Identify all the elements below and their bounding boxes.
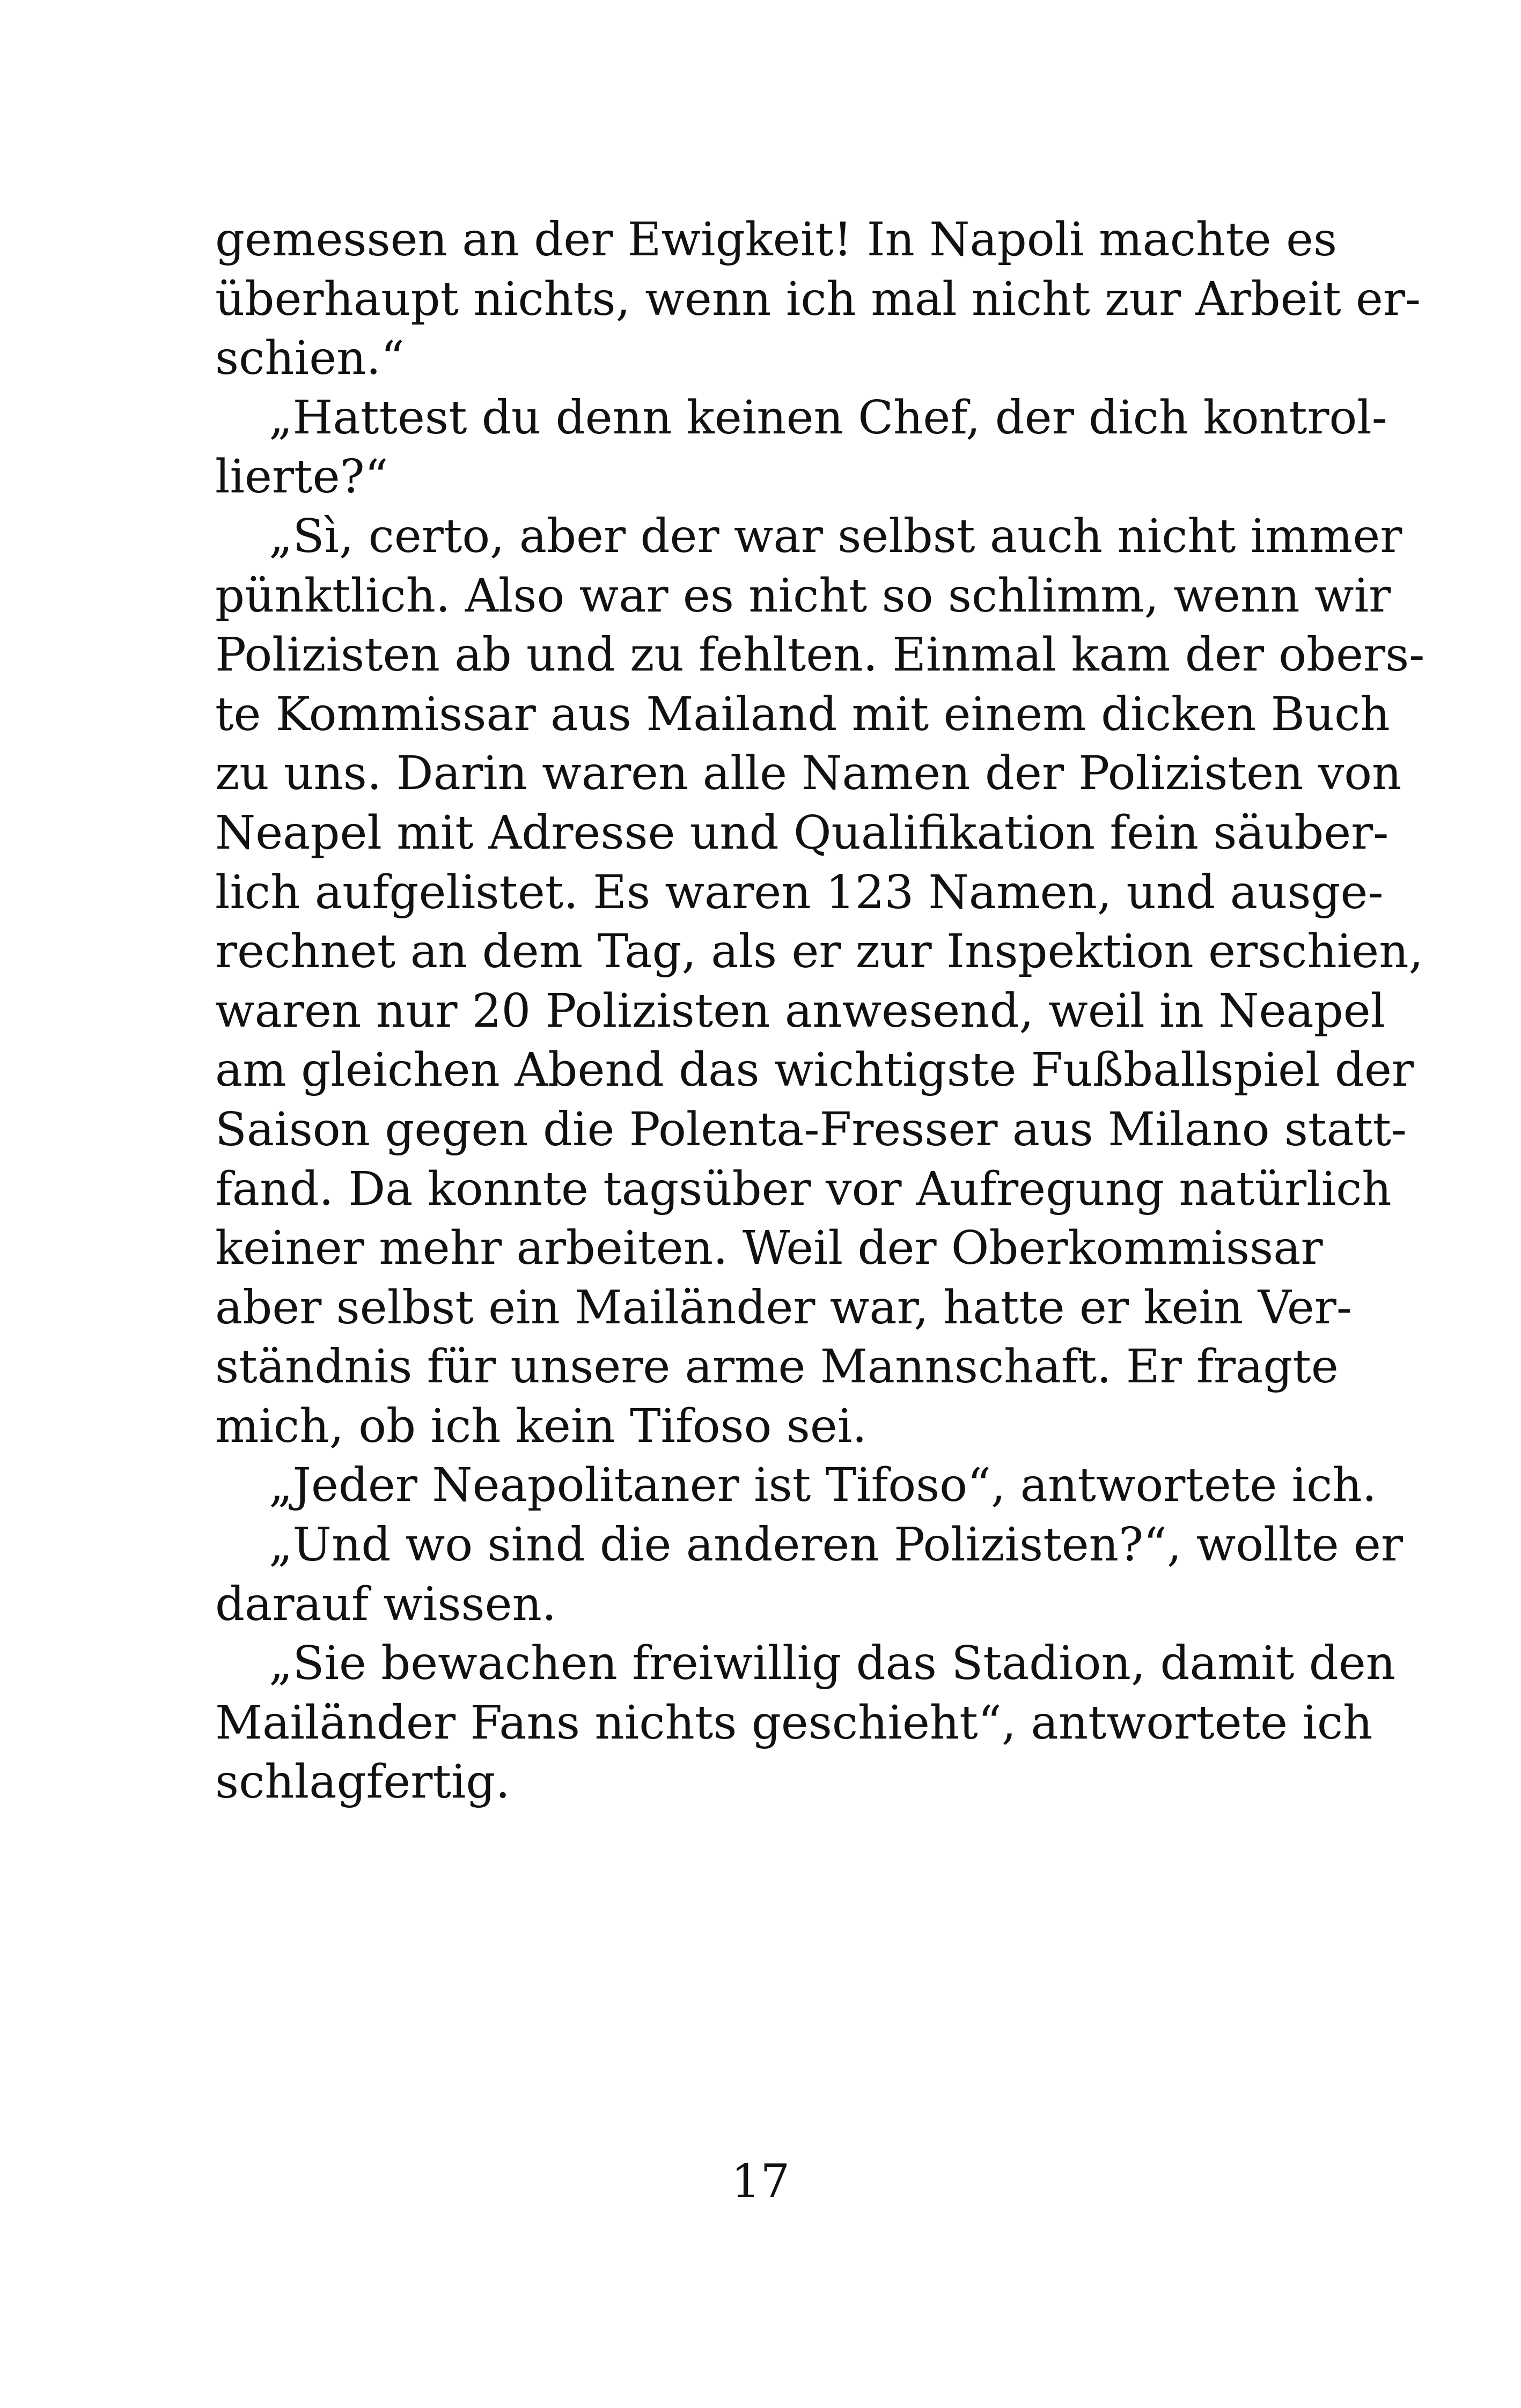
text-line: „Jeder Neapolitaner ist Tifoso“, antwortete ich. [269,1459,1377,1513]
text-line: waren nur 20 Polizisten anwesend, weil in Neapel [215,984,1386,1038]
text-line: schien.“ [215,332,405,386]
text-line: Saison gegen die Polenta-Fresser aus Milano statt- [215,1102,1407,1157]
text-line: Polizisten ab und zu fehlten. Einmal kam der obers- [215,628,1425,682]
text-line: lierte?“ [215,450,388,504]
text-line: darauf wissen. [215,1577,557,1631]
text-line: mich, ob ich kein Tifoso sei. [215,1399,867,1453]
text-line: überhaupt nichts, wenn ich mal nicht zur Arbeit er- [215,272,1421,326]
text-line: keiner mehr arbeiten. Weil der Oberkommissar [215,1221,1323,1276]
text-line: am gleichen Abend das wichtigste Fußballspiel der [215,1043,1414,1098]
text-line: lich aufgelistet. Es waren 123 Namen, und ausge- [215,865,1384,919]
text-line: pünktlich. Also war es nicht so schlimm, wenn wir [215,569,1391,623]
body-text [215,210,1425,1812]
page-number: 17 [731,2155,790,2208]
text-line: ständnis für unsere arme Mannschaft. Er fragte [215,1340,1339,1394]
text-line: fand. Da konnte tagsüber vor Aufregung natürlich [215,1162,1392,1216]
text-line: zu uns. Darin waren alle Namen der Polizisten von [215,747,1402,801]
text-line: „Hattest du denn keinen Chef, der dich kontrol- [269,391,1387,445]
text-line: te Kommissar aus Mailand mit einem dicken Buch [215,687,1390,741]
text-line: schlagfertig. [215,1755,510,1809]
text-line: Mailänder Fans nichts geschieht“, antwortete ich [215,1696,1373,1750]
text-line: „Und wo sind die anderen Polizisten?“, wollte er [269,1518,1403,1572]
text-line: rechnet an dem Tag, als er zur Inspektion erschien, [215,925,1423,979]
text-line: Neapel mit Adresse und Qualifikation fein säuber- [215,806,1389,860]
text-line: aber selbst ein Mailänder war, hatte er kein Ver- [215,1280,1352,1335]
text-line: „Sì, certo, aber der war selbst auch nicht immer [269,509,1402,563]
text-line: „Sie bewachen freiwillig das Stadion, damit den [269,1637,1396,1691]
text-line: gemessen an der Ewigkeit! In Napoli machte es [215,213,1338,267]
